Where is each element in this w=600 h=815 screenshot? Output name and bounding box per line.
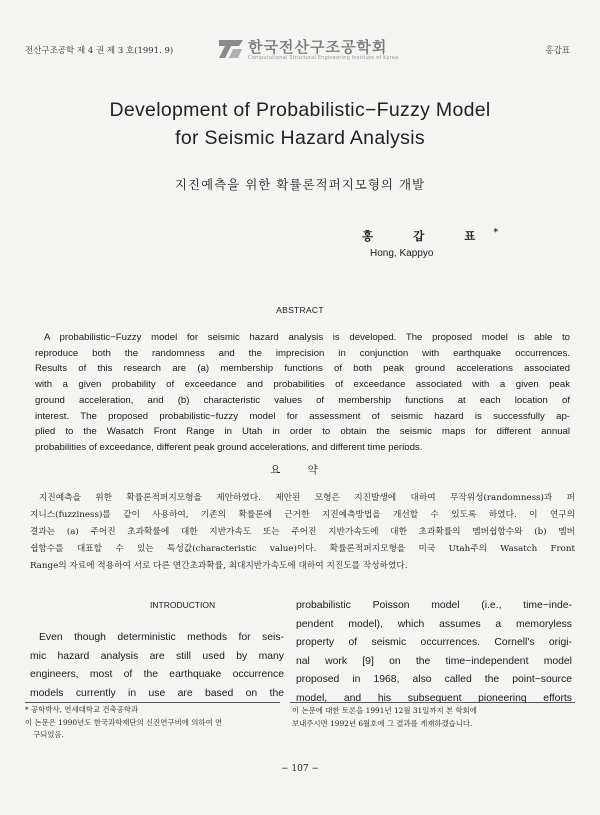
korean-title: 지진예측을 위한 확률론적퍼지모형의 개발 [174,177,426,192]
author-english-name: Hong, Kappyo [370,248,434,259]
abstract-line: interest. The proposed probabilistic−fuzzy model for assessment of seismic hazard is successfully ap- [35,410,570,422]
footnote-line: 보내주시면 1992년 6월호에 그 결과를 게재하겠습니다. [292,718,473,728]
body-line: engineers, most of the earthquake occurrence [30,669,284,681]
abstract-line: with a given probability of exceedance and probabilities of exceedance associated with a given peak [35,379,570,391]
korean-abstract-line: 지니스(fuzziness)를 같이 사용하여, 기존의 확률론에 근거한 지진예측방법을 개선할 수 있도록 하였다. 이 연구의 [30,510,575,520]
korean-abstract-line: 결과는 (a) 주어진 초과확률에 대한 지반가속도 또는 주어진 지반가속도에 대한 초과확률의 멤버쉽함수와 (b) 멤버 [30,527,575,537]
author-korean-name: 홍 갑 표* [362,228,499,243]
footnote-left [25,704,285,742]
korean-abstract-line: 지진예측을 위한 확률론적퍼지모형을 제안하였다. 제안된 모형은 지진발생에 대하여 무작위성(randomness)과 퍼 [39,493,575,503]
footnote-line: * 공학박사, 연세대학교 건축공학과 [25,705,139,714]
korean-abstract-line: 쉽함수를 대표할 수 있는 특성값(characteristic value)이다. 확률론적퍼지모형을 미국 Utah주의 Wasatch Front [30,544,575,554]
footnote-right [292,705,577,730]
author-footnote-mark: * [493,228,499,239]
abstract-heading: ABSTRACT [276,305,324,315]
abstract-line: reproduce both the randomness and the imprecision in conjunction with earthquake occurrences. [35,347,570,359]
abstract-line: ground acceleration, and (b) characteristic values of membership functions at each location of [35,394,570,406]
body-line: Even though deterministic methods for seis- [39,632,284,643]
body-line: mic hazard analysis are still used by many [30,650,284,662]
introduction-heading: INTRODUCTION [150,600,216,610]
introduction-right-column [296,597,572,709]
footnote-line: 이 논문에 대한 토론을 1991년 12월 31일까지 본 학회에 [292,706,477,715]
korean-abstract-heading: 요 약 [270,464,330,476]
society-logo-icon [218,38,244,60]
body-line: nal work [9] on the time−independent model [296,655,572,667]
society-korean-name: 한국전산구조공학회 [248,38,388,56]
abstract-line: plied to the Wasatch Front Range in Utah in order to obtain the seismic maps for different annual [35,426,570,438]
footnote-line: 이 논문은 1990년도 한국과학재단의 신진연구비에 의하여 연 [25,717,223,727]
body-line: probabilistic Poisson model (i.e., time−inde- [296,600,572,611]
footnote-line: 구되었음. [33,730,64,739]
body-line: model, and his subsequent pioneering efforts [296,692,572,704]
footnote-divider-right [290,702,575,703]
body-line: proposed in 1968, also called the point−source [296,674,572,686]
society-logo [218,36,399,70]
body-line: pendent model), which assumes a memoryless [296,618,572,630]
paper-title-line-2: for Seismic Hazard Analysis [175,127,425,149]
body-line: models currently in use are based on the [30,687,284,699]
page-number: − 107 − [281,764,319,774]
society-english-name: Computational Structural Engineering Institute of Korea [248,55,399,61]
body-line: property of seismic occurrences. Cornell's origi- [296,637,572,649]
korean-abstract-body [30,490,575,575]
journal-issue-header: 전산구조공학 제 4 권 제 3 호(1991. 9) [25,46,174,56]
korean-abstract-line: Range의 자료에 적용하여 서로 다른 연간초과확률, 최대지반가속도에 대하여 지진도를 작성하였다. [30,561,408,571]
introduction-left-column [30,629,284,703]
footnote-divider-left [25,702,280,703]
abstract-line: Results of this research are (a) membership functions of both peak ground accelerations associated [35,363,570,375]
paper-title-line-1: Development of Probabilistic−Fuzzy Model [109,99,491,121]
abstract-line: probabilities of exceedance, different peak ground accelerations, and different time periods. [35,441,423,453]
running-author-header: 홍갑표 [545,46,570,56]
abstract-line: A probabilistic−Fuzzy model for seismic hazard analysis is developed. The proposed model is able to [44,332,570,343]
abstract-body [35,330,570,456]
